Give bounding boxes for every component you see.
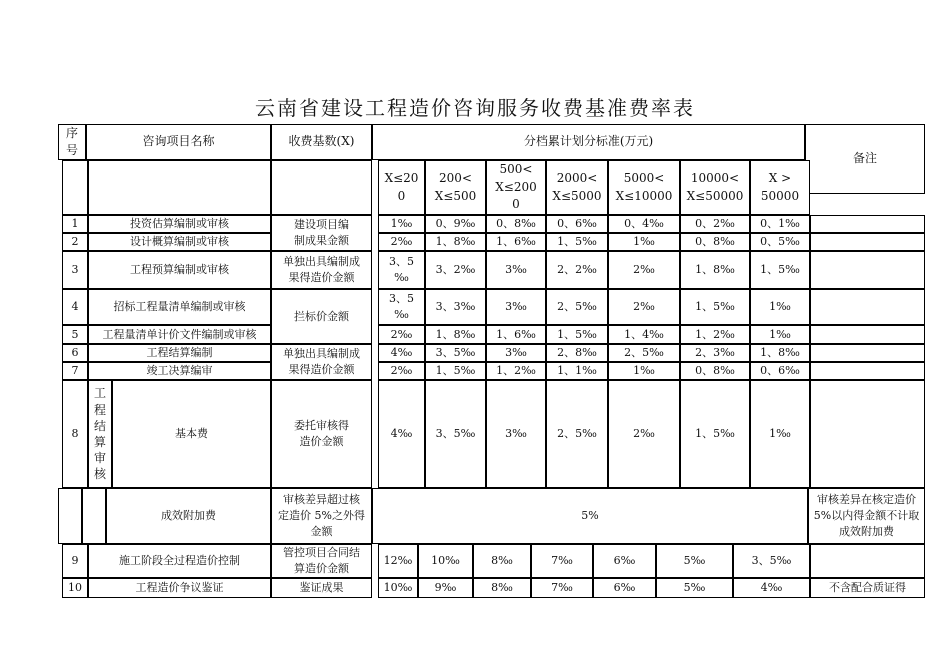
rate-r7-t5: 1‰ <box>608 362 680 380</box>
rate-r3-t3: 3‰ <box>486 251 546 289</box>
row8-group-label: 工 程 结 算 审 核 <box>88 380 112 488</box>
row-base-9: 管控项目合同结 算造价金额 <box>271 544 372 578</box>
rate-r7-t1: 2‰ <box>378 362 425 380</box>
rate-r6-t3: 3‰ <box>486 344 546 362</box>
rate-r1-t6: 0、2‰ <box>680 215 750 233</box>
rate-r4-t2: 3、3‰ <box>425 289 486 325</box>
bonus-base: 审核差异超过核 定造价 5%之外得 金额 <box>271 488 372 544</box>
rate-r8-t2: 3、5‰ <box>425 380 486 488</box>
rate-r8-t6: 1、5‰ <box>680 380 750 488</box>
row-seq-2: 2 <box>62 233 88 251</box>
header-remark: 备注 <box>805 124 925 194</box>
remark-row-10: 不含配合质证得 <box>810 578 925 598</box>
rate-r7-t2: 1、5‰ <box>425 362 486 380</box>
row-seq-3: 3 <box>62 251 88 289</box>
rate-r7-t4: 1、1‰ <box>546 362 608 380</box>
remark-row-6 <box>810 344 925 362</box>
rate-r10-t1: 10‰ <box>378 578 418 598</box>
remark-row-8 <box>810 380 925 488</box>
header-tier-2: 200< X≤500 <box>425 160 486 215</box>
rate-r1-t2: 0、9‰ <box>425 215 486 233</box>
remark-row-9 <box>810 544 925 578</box>
rate-r9-t2: 10‰ <box>418 544 473 578</box>
rate-r6-t4: 2、8‰ <box>546 344 608 362</box>
rate-r1-t1: 1‰ <box>378 215 425 233</box>
rate-r2-t4: 1、5‰ <box>546 233 608 251</box>
row-name-1: 投资估算编制或审核 <box>88 215 271 233</box>
rate-r4-t4: 2、5‰ <box>546 289 608 325</box>
header-tier-6: 10000< X≤50000 <box>680 160 750 215</box>
rate-r9-t3: 8‰ <box>473 544 531 578</box>
bonus-remark: 审核差异在核定造价 5%以内得金额不计取 成效附加费 <box>808 488 925 544</box>
rate-r6-t2: 3、5‰ <box>425 344 486 362</box>
rate-r4-t6: 1、5‰ <box>680 289 750 325</box>
rate-r9-t4: 7‰ <box>531 544 593 578</box>
row-base-8: 委托审核得 造价金额 <box>271 380 372 488</box>
rate-r8-t7: 1‰ <box>750 380 810 488</box>
header-item-name: 咨询项目名称 <box>86 124 271 160</box>
rate-r2-t3: 1、6‰ <box>486 233 546 251</box>
rate-r10-t4: 7‰ <box>531 578 593 598</box>
header-blank-name <box>88 160 271 215</box>
rate-r8-t3: 3‰ <box>486 380 546 488</box>
header-tiers-title: 分档累计划分标准(万元) <box>372 124 805 160</box>
rate-r5-t1: 2‰ <box>378 325 425 344</box>
header-tier-3: 500< X≤200 0 <box>486 160 546 215</box>
base-group-g4: 单独出具编制成 果得造价金额 <box>271 344 372 380</box>
row-seq-4: 4 <box>62 289 88 325</box>
rate-r7-t3: 1、2‰ <box>486 362 546 380</box>
row-base-10: 鉴证成果 <box>271 578 372 598</box>
header-blank-base <box>271 160 372 215</box>
row-name-7: 竣工决算编审 <box>88 362 271 380</box>
rate-r4-t3: 3‰ <box>486 289 546 325</box>
row-seq-7: 7 <box>62 362 88 380</box>
rate-r5-t7: 1‰ <box>750 325 810 344</box>
rate-r3-t1: 3、5 ‰ <box>378 251 425 289</box>
bonus-name: 成效附加费 <box>106 488 271 544</box>
bonus-blank-group <box>82 488 106 544</box>
page-title: 云南省建设工程造价咨询服务收费基准费率表 <box>255 96 695 120</box>
rate-r2-t2: 1、8‰ <box>425 233 486 251</box>
base-group-g1: 建设项目编 制成果金额 <box>271 215 372 251</box>
rate-r10-t3: 8‰ <box>473 578 531 598</box>
rate-r5-t6: 1、2‰ <box>680 325 750 344</box>
row-name-5: 工程量清单计价文件编制或审核 <box>88 325 271 344</box>
rate-r6-t6: 2、3‰ <box>680 344 750 362</box>
rate-r1-t4: 0、6‰ <box>546 215 608 233</box>
row-seq-10: 10 <box>62 578 88 598</box>
row-name-10: 工程造价争议鉴证 <box>88 578 271 598</box>
rate-r2-t6: 0、8‰ <box>680 233 750 251</box>
header-tier-4: 2000< X≤5000 <box>546 160 608 215</box>
rate-r9-t1: 12‰ <box>378 544 418 578</box>
rate-r10-t2: 9‰ <box>418 578 473 598</box>
row-seq-5: 5 <box>62 325 88 344</box>
rate-r9-t5: 6‰ <box>593 544 656 578</box>
bonus-blank-seq <box>58 488 82 544</box>
row-name-8: 基本费 <box>112 380 271 488</box>
row-name-4: 招标工程量清单编制或审核 <box>88 289 271 325</box>
rate-r4-t1: 3、5 ‰ <box>378 289 425 325</box>
rate-r8-t1: 4‰ <box>378 380 425 488</box>
rate-r4-t5: 2‰ <box>608 289 680 325</box>
rate-r5-t2: 1、8‰ <box>425 325 486 344</box>
row-seq-1: 1 <box>62 215 88 233</box>
rate-r10-t6: 5‰ <box>656 578 733 598</box>
rate-r2-t5: 1‰ <box>608 233 680 251</box>
rate-r7-t6: 0、8‰ <box>680 362 750 380</box>
header-tier-5: 5000< X≤10000 <box>608 160 680 215</box>
rate-r10-t7: 4‰ <box>733 578 810 598</box>
remark-row-5 <box>810 325 925 344</box>
header-seq: 序 号 <box>58 124 86 160</box>
rate-r2-t1: 2‰ <box>378 233 425 251</box>
rate-r7-t7: 0、6‰ <box>750 362 810 380</box>
row-name-9: 施工阶段全过程造价控制 <box>88 544 271 578</box>
row-name-3: 工程预算编制或审核 <box>88 251 271 289</box>
base-group-g3: 拦标价金额 <box>271 289 372 344</box>
rate-r5-t3: 1、6‰ <box>486 325 546 344</box>
rate-r8-t5: 2‰ <box>608 380 680 488</box>
rate-r3-t7: 1、5‰ <box>750 251 810 289</box>
bonus-rate: 5% <box>372 488 808 544</box>
rate-r5-t5: 1、4‰ <box>608 325 680 344</box>
rate-r1-t5: 0、4‰ <box>608 215 680 233</box>
rate-r1-t7: 0、1‰ <box>750 215 810 233</box>
rate-r5-t4: 1、5‰ <box>546 325 608 344</box>
rate-r3-t6: 1、8‰ <box>680 251 750 289</box>
header-blank-seq <box>62 160 88 215</box>
remark-row-3 <box>810 251 925 289</box>
row-seq-8: 8 <box>62 380 88 488</box>
rate-r6-t1: 4‰ <box>378 344 425 362</box>
row-name-6: 工程结算编制 <box>88 344 271 362</box>
rate-r1-t3: 0、8‰ <box>486 215 546 233</box>
header-tier-1: X≤20 0 <box>378 160 425 215</box>
rate-r3-t4: 2、2‰ <box>546 251 608 289</box>
remark-row-1 <box>810 215 925 233</box>
rate-r3-t2: 3、2‰ <box>425 251 486 289</box>
remark-row-2 <box>810 233 925 251</box>
row-seq-6: 6 <box>62 344 88 362</box>
base-group-g2: 单独出具编制成 果得造价金额 <box>271 251 372 289</box>
rate-r8-t4: 2、5‰ <box>546 380 608 488</box>
rate-r9-t6: 5‰ <box>656 544 733 578</box>
rate-r2-t7: 0、5‰ <box>750 233 810 251</box>
row-name-2: 设计概算编制或审核 <box>88 233 271 251</box>
rate-r4-t7: 1‰ <box>750 289 810 325</box>
header-tier-7: X > 50000 <box>750 160 810 215</box>
remark-row-7 <box>810 362 925 380</box>
rate-r6-t5: 2、5‰ <box>608 344 680 362</box>
rate-r6-t7: 1、8‰ <box>750 344 810 362</box>
header-base: 收费基数(X) <box>271 124 372 160</box>
rate-r10-t5: 6‰ <box>593 578 656 598</box>
rate-r9-t7: 3、5‰ <box>733 544 810 578</box>
rate-r3-t5: 2‰ <box>608 251 680 289</box>
row-seq-9: 9 <box>62 544 88 578</box>
remark-row-4 <box>810 289 925 325</box>
